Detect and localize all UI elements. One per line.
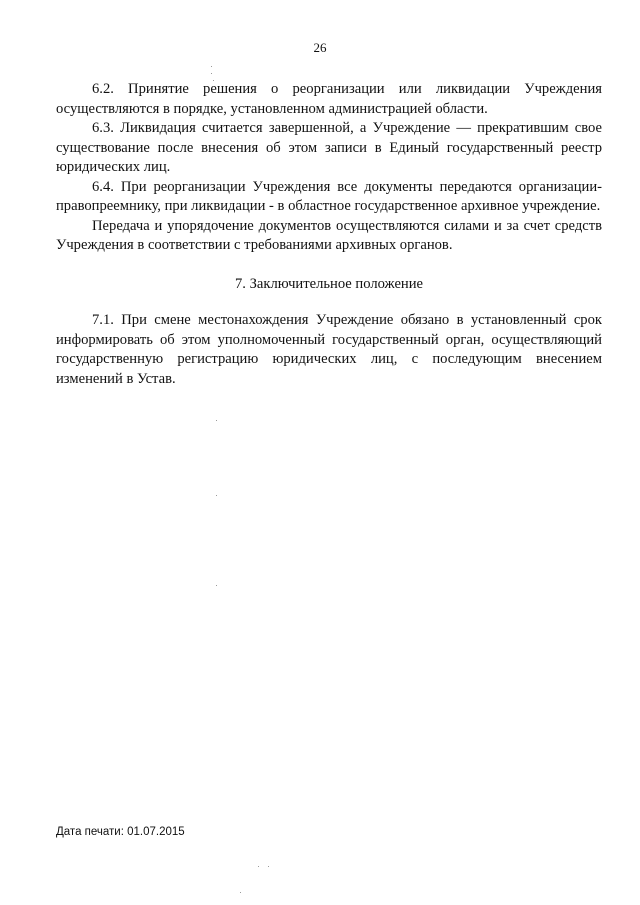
scan-artifact xyxy=(211,73,212,74)
scan-artifact xyxy=(211,66,212,67)
paragraph-7-1: 7.1. При смене местонахождения Учреждение обязано в установленный срок информировать об этом уполномоченный государственный орган, осуществляющий государственную регистрацию юридических лиц, с последующим внесением изменений в Устав. xyxy=(56,312,602,387)
scan-artifact xyxy=(216,585,217,586)
paragraph-6-4: 6.4. При реорганизации Учреждения все документы передаются организации-правопреемнику, при ликвидации - в областное государственное архивное учреждение. xyxy=(56,178,602,214)
print-date: Дата печати: 01.07.2015 xyxy=(56,826,185,838)
document-body xyxy=(56,80,602,389)
paragraph-6-2: 6.2. Принятие решения о реорганизации или ликвидации Учреждения осуществляются в порядке, установленном администрацией области. xyxy=(56,81,602,117)
paragraph-6-3: 6.3. Ликвидация считается завершенной, а Учреждение — прекратившим свое существование после внесения об этом записи в Единый государственный реестр юридических лиц. xyxy=(56,120,602,175)
paragraph-archive-transfer: Передача и упорядочение документов осуществляются силами и за счет средств Учреждения в соответствии с требованиями архивных органов. xyxy=(56,217,602,253)
section-heading: 7. Заключительное положение xyxy=(234,275,424,292)
scan-artifact xyxy=(258,866,259,867)
scan-artifact xyxy=(240,892,241,893)
scan-artifact xyxy=(216,420,217,421)
scan-artifact xyxy=(268,866,269,867)
scan-artifact xyxy=(216,495,217,496)
page-number: 26 xyxy=(313,40,327,55)
